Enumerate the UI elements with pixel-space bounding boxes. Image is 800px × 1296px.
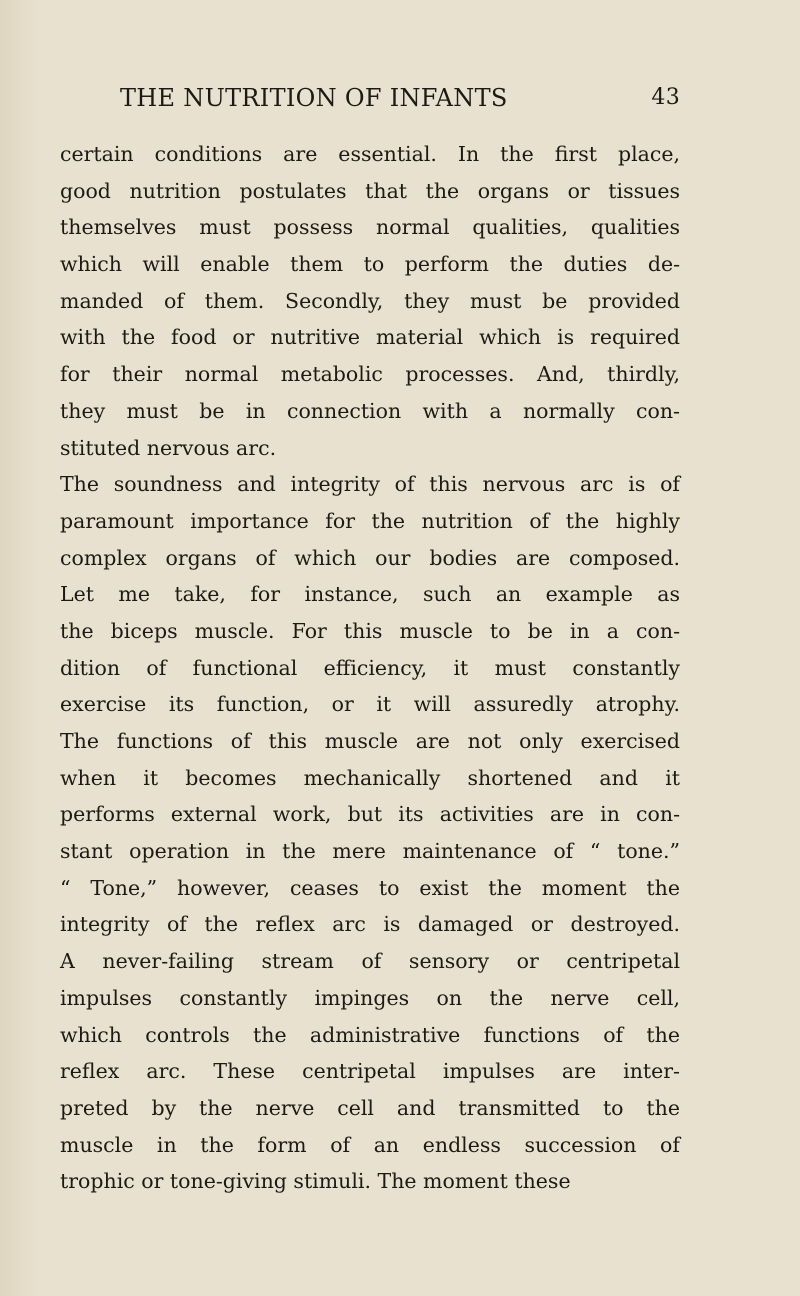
- text-line: for their normal metabolic processes. And, thirdly,: [60, 362, 680, 387]
- text-line: which will enable them to perform the duties de-: [60, 252, 680, 277]
- running-header: [120, 84, 680, 120]
- body-text: [60, 136, 680, 1200]
- text-line: A never-failing stream of sensory or centripetal: [60, 949, 680, 974]
- text-line: stituted nervous arc.: [60, 435, 277, 460]
- text-line: “ Tone,” however, ceases to exist the moment the: [60, 875, 680, 900]
- text-line: dition of functional efficiency, it must constantly: [60, 655, 680, 680]
- text-line: reflex arc. These centripetal impulses are inter-: [60, 1059, 680, 1084]
- text-line: when it becomes mechanically shortened and it: [60, 765, 680, 790]
- text-line: stant operation in the mere maintenance of “ tone.”: [60, 839, 680, 864]
- page-number: 43: [651, 85, 680, 110]
- text-line: manded of them. Secondly, they must be provided: [60, 288, 680, 313]
- text-line: themselves must possess normal qualities, qualities: [60, 215, 680, 240]
- running-title: THE NUTRITION OF INFANTS: [120, 84, 508, 112]
- text-line: they must be in connection with a normally con-: [60, 398, 680, 423]
- text-line: impulses constantly impinges on the nerve cell,: [60, 985, 680, 1010]
- text-line: certain conditions are essential. In the first place,: [60, 142, 680, 166]
- text-line: good nutrition postulates that the organs or tissues: [60, 178, 680, 203]
- text-line: Let me take, for instance, such an example as: [60, 582, 680, 607]
- text-line: trophic or tone-giving stimuli. The moment these: [60, 1169, 571, 1194]
- text-line: paramount importance for the nutrition of the highly: [60, 508, 680, 533]
- text-line: The functions of this muscle are not only exercised: [60, 729, 680, 753]
- text-line: preted by the nerve cell and transmitted to the: [60, 1095, 680, 1120]
- text-line: muscle in the form of an endless succession of: [60, 1132, 680, 1157]
- text-line: which controls the administrative functions of the: [60, 1022, 680, 1047]
- text-line: exercise its function, or it will assuredly atrophy.: [60, 692, 680, 717]
- text-line: The soundness and integrity of this nervous arc is of: [60, 472, 680, 497]
- text-line: with the food or nutritive material which is required: [60, 325, 680, 350]
- text-line: performs external work, but its activities are in con-: [60, 802, 680, 827]
- text-line: complex organs of which our bodies are composed.: [60, 545, 680, 570]
- text-line: the biceps muscle. For this muscle to be in a con-: [60, 618, 680, 643]
- text-line: integrity of the reflex arc is damaged or destroyed.: [60, 912, 680, 937]
